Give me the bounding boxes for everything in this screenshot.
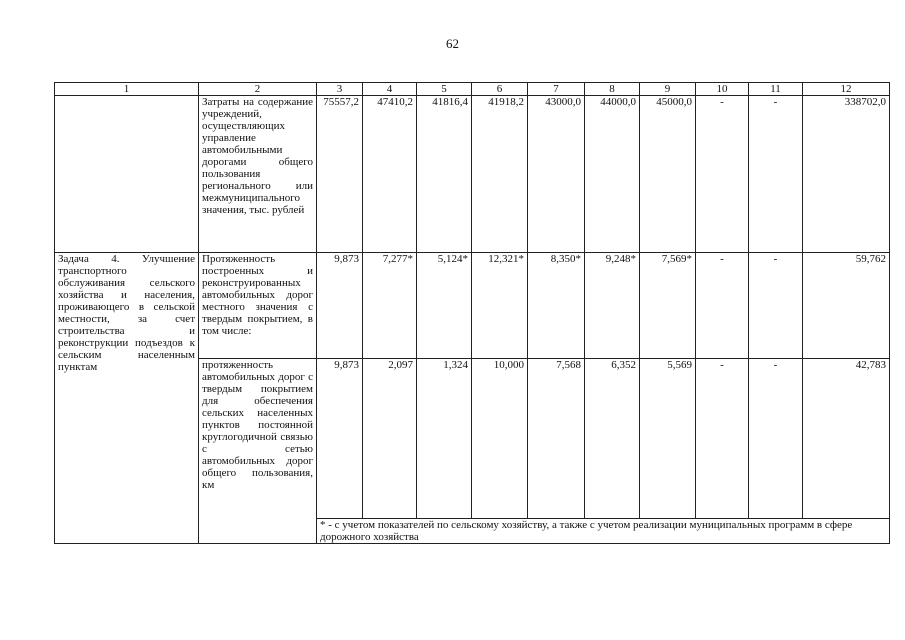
value-cell: -: [749, 253, 803, 359]
page-number: 62: [446, 36, 459, 51]
indicators-table: [54, 82, 890, 544]
value-cell: -: [696, 253, 749, 359]
task-cell-empty: [55, 96, 199, 253]
column-header: 5: [417, 83, 472, 96]
column-header: 12: [803, 83, 890, 96]
value-cell: 7,568: [528, 359, 585, 519]
table-header-row: [55, 83, 890, 96]
footnote: * - с учетом показателей по сельскому хозяйству, а также с учетом реализации муниципальных программ в сфере дорожного хозяйства: [317, 519, 890, 544]
value-cell: -: [749, 359, 803, 519]
indicator-cell: протяженность автомобильных дорог с твердым покрытием для обеспечения сельских населенных пунктов постоянной круглогодичной связью с сетью автомобильных дорог общего пользования, км: [199, 359, 317, 544]
value-cell: 9,873: [317, 253, 363, 359]
indicator-cell: Затраты на содержание учреждений, осуществляющих управление автомобильными дорогами общего пользования регионального или межмуниципального значения, тыс. рублей: [199, 96, 317, 253]
value-cell: 7,569*: [640, 253, 696, 359]
indicator-cell: Протяженность построенных и реконструированных автомобильных дорог местного значения с твердым покрытием, в том числе:: [199, 253, 317, 359]
column-header: 6: [472, 83, 528, 96]
value-cell: 338702,0: [803, 96, 890, 253]
column-header: 10: [696, 83, 749, 96]
column-header: 8: [585, 83, 640, 96]
value-cell: -: [696, 359, 749, 519]
value-cell: 2,097: [363, 359, 417, 519]
value-cell: 5,124*: [417, 253, 472, 359]
value-cell: -: [749, 96, 803, 253]
value-cell: 41918,2: [472, 96, 528, 253]
value-cell: 45000,0: [640, 96, 696, 253]
value-cell: 41816,4: [417, 96, 472, 253]
value-cell: 10,000: [472, 359, 528, 519]
value-cell: 75557,2: [317, 96, 363, 253]
column-header: 2: [199, 83, 317, 96]
column-header: 4: [363, 83, 417, 96]
table-row: [55, 96, 890, 253]
task-cell: Задача 4. Улучшение транспортного обслуживания сельского хозяйства и населения, проживающего в сельской местности, за счет строительства и реконструкции подъездов к сельским населенным пунктам: [55, 253, 199, 544]
value-cell: 8,350*: [528, 253, 585, 359]
column-header: 11: [749, 83, 803, 96]
value-cell: 47410,2: [363, 96, 417, 253]
column-header: 9: [640, 83, 696, 96]
column-header: 7: [528, 83, 585, 96]
column-header: 1: [55, 83, 199, 96]
value-cell: 9,248*: [585, 253, 640, 359]
value-cell: 42,783: [803, 359, 890, 519]
value-cell: 44000,0: [585, 96, 640, 253]
value-cell: 5,569: [640, 359, 696, 519]
value-cell: 6,352: [585, 359, 640, 519]
value-cell: 1,324: [417, 359, 472, 519]
value-cell: 59,762: [803, 253, 890, 359]
value-cell: 43000,0: [528, 96, 585, 253]
value-cell: 7,277*: [363, 253, 417, 359]
column-header: 3: [317, 83, 363, 96]
value-cell: -: [696, 96, 749, 253]
value-cell: 12,321*: [472, 253, 528, 359]
table-row: [55, 253, 890, 359]
value-cell: 9,873: [317, 359, 363, 519]
